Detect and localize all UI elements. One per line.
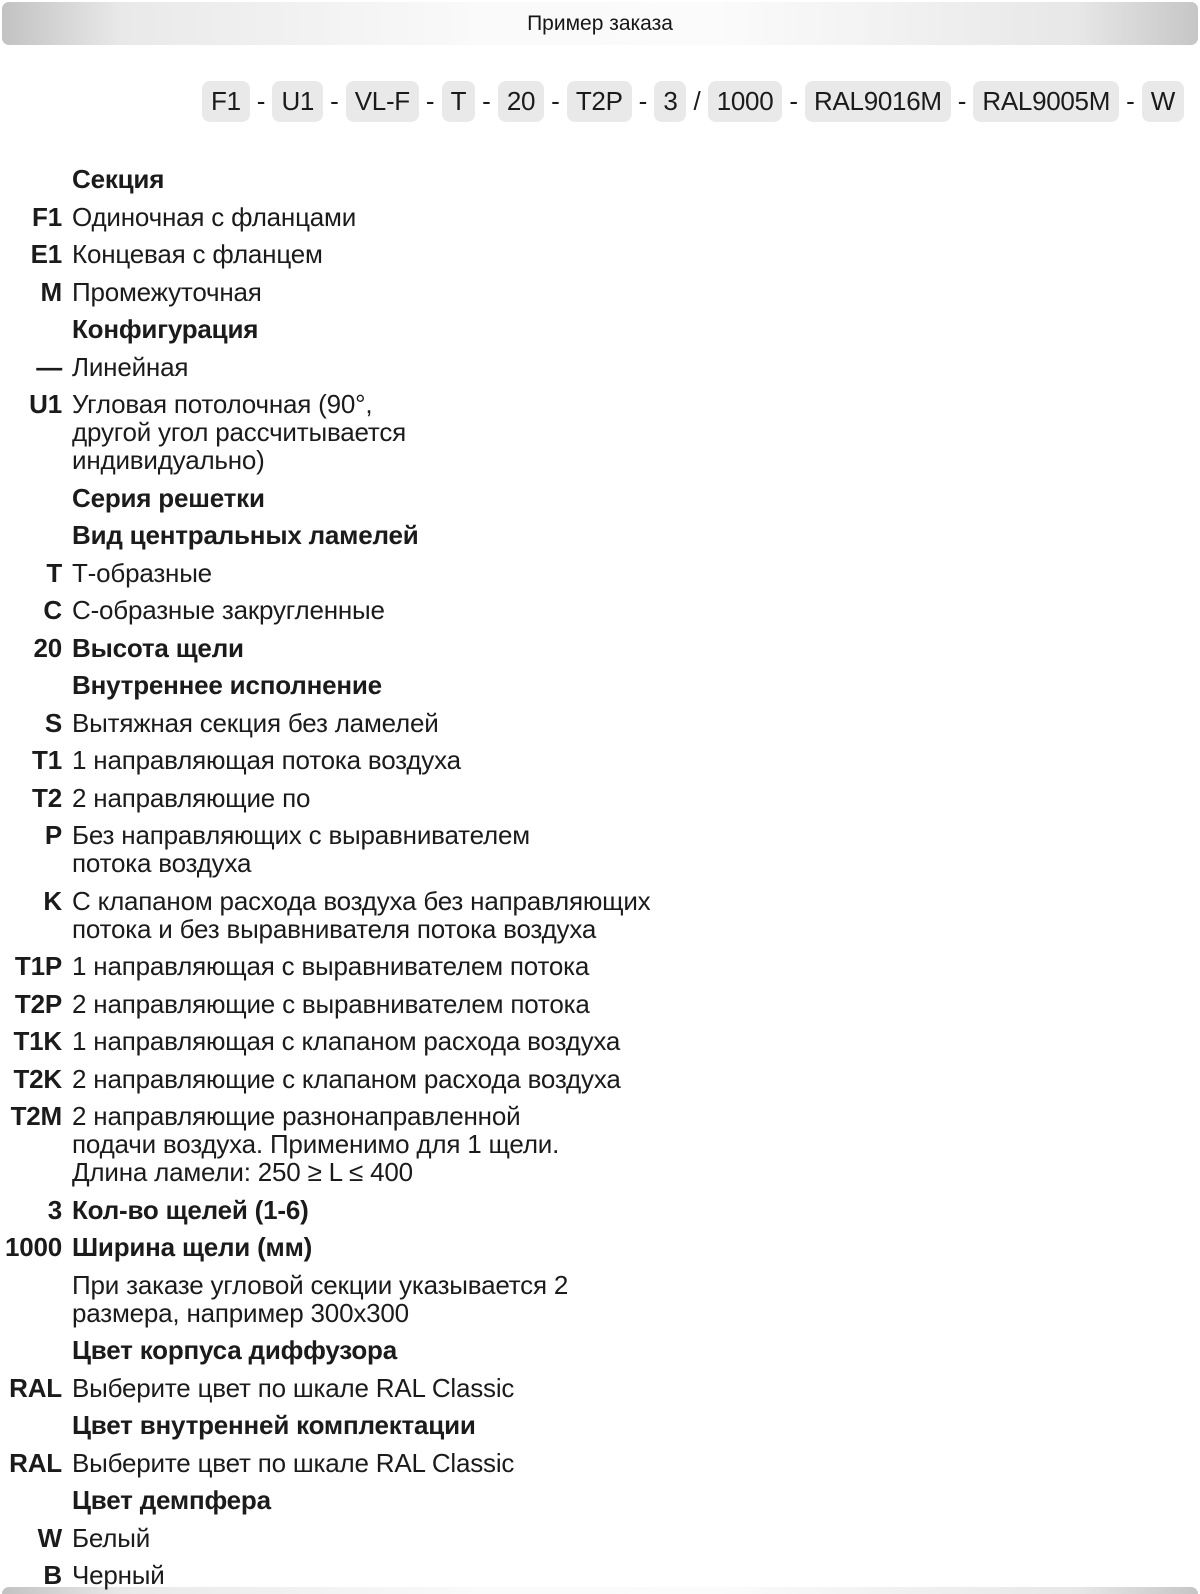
legend-code [0,671,62,699]
legend-row [0,952,1200,980]
legend-code: S [44,707,62,738]
legend-heading: Кол-во щелей (1-6) [72,1194,309,1225]
code-separator: - [789,86,799,116]
legend-text: Линейная [72,351,189,382]
legend-row [0,1449,1200,1477]
legend-row [0,1374,1200,1402]
legend-text: 1 направляющая потока воздуха [72,745,461,775]
legend-row [0,165,1200,193]
legend-row [0,315,1200,343]
legend-row [0,709,1200,737]
legend-row [0,784,1200,812]
legend-row [0,746,1200,774]
legend-code [0,484,62,512]
legend-code: T1P [14,951,62,981]
legend-text: С-образные закругленные [72,595,385,625]
legend-row [0,1561,1200,1589]
legend-code: T1 [32,745,62,775]
code-segment-1000: 1000 [708,81,783,122]
legend-row [0,1336,1200,1364]
legend-code: T2K [13,1063,62,1094]
legend-text: 1 направляющая с выравнивателем потока [72,951,590,981]
legend-heading: Серия решетки [72,482,265,513]
legend-code: T2P [14,988,62,1019]
legend-row [0,634,1200,662]
legend-text: Без направляющих с выравнивателем потока воздуха [72,820,530,878]
legend-text: Выберите цвет по шкале RAL Classic [72,1447,515,1478]
code-segment-f1: F1 [202,81,250,122]
legend-code: E1 [30,239,62,269]
code-segment-vl-f: VL-F [346,81,419,122]
code-segment-u1: U1 [272,81,323,122]
legend-code: K [43,885,62,916]
legend-code [0,1411,62,1439]
legend-row [0,1027,1200,1055]
legend-row [0,1271,1200,1327]
legend-code [0,315,62,343]
legend-text: Белый [72,1522,151,1553]
legend-heading: Цвет внутренней комплектации [72,1410,476,1440]
legend-code: 20 [33,632,62,663]
code-separator: - [957,86,967,116]
legend-text: Выберите цвет по шкале RAL Classic [72,1372,515,1403]
legend-text: Одиночная с фланцами [72,201,357,232]
code-separator: / [693,86,701,116]
legend-text: С клапаном расхода воздуха без направляющих потока и без выравнивателя потока воздуха [72,885,651,944]
legend-row [0,596,1200,624]
legend-text: 2 направляющие с клапаном расхода воздуха [72,1063,621,1094]
legend-row [0,990,1200,1018]
code-segment-t2p: T2P [567,81,632,122]
legend-text: 1 направляющая с клапаном расхода воздуха [72,1026,621,1056]
legend-heading: Внутреннее исполнение [72,670,382,700]
code-segment-3: 3 [654,81,686,122]
legend-code: — [36,351,62,382]
code-segment-ral9016m: RAL9016M [805,81,951,122]
legend-text: 2 направляющие с выравнивателем потока [72,988,590,1019]
page-title: Пример заказа [527,11,673,35]
legend-code [0,1271,62,1327]
legend-code: T2M [10,1101,62,1131]
legend-code: F1 [32,201,62,232]
legend-row [0,278,1200,306]
legend-heading: Высота щели [72,632,244,663]
code-separator: - [638,86,648,116]
legend-text: Черный [72,1560,165,1590]
legend-row [0,1411,1200,1439]
legend-code: 3 [47,1194,62,1225]
legend-row [0,1065,1200,1093]
legend-row [0,821,1200,877]
legend-code: RAL [9,1372,62,1403]
legend-row [0,671,1200,699]
legend-row [0,203,1200,231]
legend-row [0,1486,1200,1514]
legend-row [0,1524,1200,1552]
legend-code: T1K [13,1026,62,1056]
legend-code: T2 [32,782,62,813]
legend-code [0,521,62,549]
legend-code: T [46,557,62,588]
legend-code [0,1336,62,1364]
legend-row [0,559,1200,587]
legend-code [0,1486,62,1514]
legend-heading: Конфигурация [72,314,259,344]
legend-row [0,521,1200,549]
code-separator: - [551,86,560,116]
code-segment-20: 20 [498,81,544,122]
legend-row [0,1233,1200,1261]
legend-text: 2 направляющие по [72,782,311,813]
code-separator: - [1126,86,1135,116]
legend-code: 1000 [4,1232,62,1262]
legend-row [0,390,1200,474]
legend-text: Концевая с фланцем [72,239,323,269]
legend-row [0,1102,1200,1186]
legend-row [0,240,1200,268]
code-segment-w: W [1142,81,1184,122]
code-separator: - [425,86,435,116]
legend-heading: Цвет демпфера [72,1485,271,1515]
legend [0,165,1200,1594]
legend-code: C [43,595,62,625]
legend-heading: Секция [72,164,165,194]
code-segment-ral9005m: RAL9005M [973,81,1119,122]
legend-text: Промежуточная [72,276,262,307]
legend-code: W [37,1522,62,1553]
legend-text: При заказе угловой секции указывается 2 размера, например 300x300 [72,1269,569,1328]
code-segment-t: T [442,81,476,122]
legend-text: Угловая потолочная (90°, другой угол рассчитывается индивидуально) [72,389,407,475]
legend-code: M [40,276,62,307]
legend-text: Т-образные [72,557,212,588]
legend-code: P [44,820,62,850]
legend-row [0,887,1200,943]
legend-code: U1 [29,389,62,419]
legend-row [0,353,1200,381]
legend-heading: Цвет корпуса диффузора [72,1335,397,1365]
code-separator: - [330,86,339,116]
legend-heading: Вид центральных ламелей [72,520,419,550]
legend-text: 2 направляющие разнонаправленной подачи воздуха. Применимо для 1 щели. Длина ламели: 250 ≥ L ≤ 400 [72,1101,560,1187]
legend-row [0,1196,1200,1224]
code-separator: - [256,86,266,116]
legend-code: RAL [9,1447,62,1478]
legend-text: Вытяжная секция без ламелей [72,707,439,738]
legend-row [0,484,1200,512]
legend-heading: Ширина щели (мм) [72,1232,313,1262]
legend-code: B [43,1560,62,1590]
legend-code [0,165,62,193]
code-separator: - [482,86,491,116]
